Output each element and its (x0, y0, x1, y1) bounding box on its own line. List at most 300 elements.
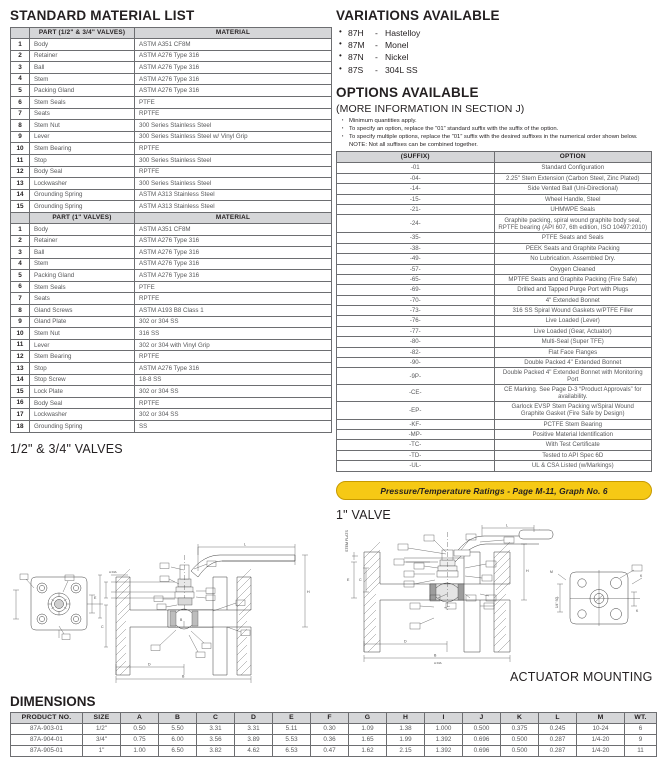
row-part-name: Stem Nut (30, 120, 135, 132)
table-row (11, 746, 657, 757)
option-description: Flat Face Flanges (494, 347, 652, 357)
option-description: Drilled and Tapped Purge Port with Plugs (494, 285, 652, 295)
material-rows-b (11, 223, 332, 432)
dim-cell: 0.47 (311, 746, 349, 757)
standard-material-list-table (10, 27, 332, 433)
option-suffix: -77- (337, 326, 495, 336)
row-material: ASTM A313 Stainless Steel (135, 189, 332, 201)
dim-product-no: 87A-903-01 (11, 724, 83, 735)
row-material: ASTM A276 Type 316 (135, 62, 332, 74)
row-index: 10 (11, 143, 30, 155)
option-description: Tested to API Spec 6D (494, 450, 652, 460)
row-material: PTFE (135, 96, 332, 108)
svg-text:D: D (148, 662, 151, 667)
dim-cell: 1.38 (387, 724, 425, 735)
option-row (337, 306, 652, 316)
row-part-name: Ball (30, 247, 135, 259)
dim-cell: 3.89 (235, 735, 273, 746)
option-description: Live Loaded (Lever) (494, 316, 652, 326)
row-index: 9 (11, 316, 30, 328)
row-part-name: Stem Bearing (30, 143, 135, 155)
table-row (11, 328, 332, 340)
option-suffix: -76- (337, 316, 495, 326)
svg-text:D: D (404, 639, 407, 644)
dim-cell: 1.62 (349, 746, 387, 757)
options-note: ▪ Minimum quantities apply. (342, 117, 652, 125)
variations-title: VARIATIONS AVAILABLE (336, 8, 500, 23)
svg-text:A DIA: A DIA (109, 570, 117, 574)
row-index: 10 (11, 328, 30, 340)
option-description: 4" Extended Bonnet (494, 295, 652, 305)
option-description: Oxygen Cleaned (494, 264, 652, 274)
svg-text:1/4" SQ.: 1/4" SQ. (555, 596, 559, 608)
row-part-name: Ball (30, 62, 135, 74)
row-part-name: Retainer (30, 235, 135, 247)
svg-text:K: K (640, 574, 643, 578)
dim-cell: 0.30 (311, 724, 349, 735)
variation-dash: - (375, 40, 378, 51)
svg-text:H: H (307, 590, 310, 594)
row-index: 16 (11, 397, 30, 409)
dim-cell: 0.500 (501, 735, 539, 746)
variation-item (339, 64, 652, 76)
table-row (11, 316, 332, 328)
dim-cell: 1/4-20 (577, 746, 625, 757)
option-suffix: -38- (337, 243, 495, 253)
table-row (11, 293, 332, 305)
table-row (11, 73, 332, 85)
dim-col-header: SIZE (83, 713, 121, 724)
option-description: Live Loaded (Gear, Actuator) (494, 326, 652, 336)
row-index: 7 (11, 293, 30, 305)
dim-cell: 10-24 (577, 724, 625, 735)
dim-cell: 9 (625, 735, 657, 746)
row-material: RPTFE (135, 108, 332, 120)
table-row (11, 50, 332, 62)
col-header-suffix: (SUFFIX) (337, 152, 495, 163)
row-material: 300 Series Stainless Steel w/ Vinyl Grip (135, 131, 332, 143)
svg-text:H: H (526, 569, 529, 573)
dim-cell: 0.500 (463, 724, 501, 735)
option-suffix: -14- (337, 184, 495, 194)
table-row (11, 166, 332, 178)
option-row (337, 274, 652, 284)
dim-product-no: 87A-904-01 (11, 735, 83, 746)
row-material: PTFE (135, 281, 332, 293)
row-index: 4 (11, 73, 30, 85)
option-suffix: -80- (337, 337, 495, 347)
dim-cell: 3.31 (235, 724, 273, 735)
table-row (11, 178, 332, 190)
option-suffix: -73- (337, 306, 495, 316)
option-line: Garlock EVSP Stem Packing w/Spiral Wound (511, 402, 634, 410)
variation-name: 304L SS (385, 64, 418, 75)
option-suffix: -24- (337, 215, 495, 233)
option-description: 2.25" Stem Extension (Carbon Steel, Zinc Plated) (494, 173, 652, 183)
variation-code: 87H (348, 28, 364, 38)
option-description: Multi-Seal (Super TFE) (494, 337, 652, 347)
variation-code: 87N (348, 52, 364, 63)
option-row (337, 264, 652, 274)
dim-cell: 6.00 (159, 735, 197, 746)
row-index: 4 (11, 258, 30, 270)
option-row (337, 243, 652, 253)
dim-product-no: 87A-905-01 (11, 746, 83, 757)
row-index: 15 (11, 201, 30, 213)
row-part-name: Grounding Spring (30, 421, 135, 433)
option-suffix: -15- (337, 194, 495, 204)
svg-text:E: E (94, 596, 97, 600)
stem-flats-annotation (345, 529, 358, 560)
dim-cell: 6.53 (273, 746, 311, 757)
dim-col-header: M (577, 713, 625, 724)
svg-text:M: M (550, 570, 553, 574)
table-row (11, 397, 332, 409)
dim-cell: 6.50 (159, 746, 197, 757)
row-index: 6 (11, 96, 30, 108)
drawing-title-half-threequarter: 1/2" & 3/4" VALVES (10, 441, 123, 456)
row-index: 1 (11, 223, 30, 235)
row-index: 17 (11, 409, 30, 421)
dim-col-header: WT. (625, 713, 657, 724)
variation-code: 87M (348, 40, 365, 51)
table-row (11, 189, 332, 201)
row-material: ASTM A276 Type 316 (135, 270, 332, 282)
option-description: CE Marking. See Page D-3 “Product Approvals” for availability. (494, 385, 652, 402)
row-index: 11 (11, 339, 30, 351)
table-row (11, 143, 332, 155)
option-row (337, 385, 652, 402)
row-index: 2 (11, 50, 30, 62)
variations-list (339, 27, 652, 76)
material-rows-a (11, 39, 332, 213)
row-material: 302 or 304 SS (135, 386, 332, 398)
options-notes-list (342, 117, 652, 150)
row-part-name: Gland Screws (30, 305, 135, 317)
option-description: Standard Configuration (494, 163, 652, 173)
dim-col-header: B (159, 713, 197, 724)
option-line: Graphite packing, spiral wound graphite body seal, (504, 216, 642, 224)
row-part-name: Body (30, 39, 135, 51)
dim-cell: 11 (625, 746, 657, 757)
dim-cell: 1" (83, 746, 121, 757)
row-part-name: Grounding Spring (30, 201, 135, 213)
option-row (337, 440, 652, 450)
option-suffix: -UL- (337, 461, 495, 471)
svg-text:A DIA: A DIA (434, 661, 442, 665)
row-part-name: Packing Gland (30, 85, 135, 97)
table-row (11, 39, 332, 51)
option-description: With Test Certificate (494, 440, 652, 450)
row-part-name: Stop (30, 154, 135, 166)
row-material: 300 Series Stainless Steel (135, 178, 332, 190)
dim-cell: 1/2" (83, 724, 121, 735)
row-material: RPTFE (135, 397, 332, 409)
option-row (337, 316, 652, 326)
row-part-name: Body Seal (30, 166, 135, 178)
row-index: 7 (11, 108, 30, 120)
table-row (11, 735, 657, 746)
table-row (11, 85, 332, 97)
table-row (11, 724, 657, 735)
table-row (11, 270, 332, 282)
row-material: SS (135, 421, 332, 433)
col-header-material: MATERIAL (135, 28, 332, 39)
row-part-name: Lock Plate (30, 386, 135, 398)
option-row (337, 326, 652, 336)
dim-cell: 3/4" (83, 735, 121, 746)
dim-cell: 0.500 (501, 746, 539, 757)
row-material: ASTM A313 Stainless Steel (135, 201, 332, 213)
dim-cell: 1/4-20 (577, 735, 625, 746)
option-row (337, 419, 652, 429)
option-row (337, 401, 652, 419)
table-row (11, 154, 332, 166)
dim-cell: 4.62 (235, 746, 273, 757)
option-suffix: -04- (337, 173, 495, 183)
dim-cell: 0.375 (501, 724, 539, 735)
option-row (337, 450, 652, 460)
option-suffix: -KF- (337, 419, 495, 429)
col-header-option: OPTION (494, 152, 652, 163)
row-material: ASTM A276 Type 316 (135, 50, 332, 62)
row-index: 2 (11, 235, 30, 247)
row-index: 13 (11, 363, 30, 375)
table-subheader-row (11, 212, 332, 223)
dim-col-header: PRODUCT NO. (11, 713, 83, 724)
options-note: ▪ To specify an option, replace the “01” standard suffix with the suffix of the option. (342, 125, 652, 133)
variation-name: Hastelloy (385, 28, 421, 38)
dim-cell: 5.11 (273, 724, 311, 735)
row-material: ASTM A276 Type 316 (135, 247, 332, 259)
option-row (337, 173, 652, 183)
row-part-name: Stop Screw (30, 374, 135, 386)
row-material: RPTFE (135, 351, 332, 363)
dim-col-header: J (463, 713, 501, 724)
row-part-name: Stem Seals (30, 281, 135, 293)
option-description: No Lubrication. Assembled Dry. (494, 254, 652, 264)
variation-name: Monel (385, 40, 409, 51)
row-material: ASTM A276 Type 316 (135, 85, 332, 97)
row-part-name: Stem (30, 258, 135, 270)
option-row (337, 295, 652, 305)
row-index: 18 (11, 421, 30, 433)
svg-text:C: C (101, 625, 104, 629)
dim-cell: 1.65 (349, 735, 387, 746)
valve-section-view (94, 543, 310, 684)
option-suffix: -CE- (337, 385, 495, 402)
row-index: 15 (11, 386, 30, 398)
row-part-name: Body Seal (30, 397, 135, 409)
dim-col-header: E (273, 713, 311, 724)
dim-cell: 1.392 (425, 746, 463, 757)
svg-text:C: C (359, 578, 362, 582)
option-suffix: -TC- (337, 440, 495, 450)
dim-cell: 0.75 (121, 735, 159, 746)
row-material: 300 Series Stainless Steel (135, 154, 332, 166)
valve-section-view-one-inch (347, 524, 553, 666)
row-part-name: Lever (30, 339, 135, 351)
dim-cell: 3.31 (197, 724, 235, 735)
row-index: 5 (11, 85, 30, 97)
dim-cell: 3.82 (197, 746, 235, 757)
dim-cell: 0.696 (463, 735, 501, 746)
option-row (337, 184, 652, 194)
table-row (11, 363, 332, 375)
table-row (11, 281, 332, 293)
dim-cell: 0.36 (311, 735, 349, 746)
option-description: Double Packed 4" Extended Bonnet (494, 358, 652, 368)
option-description: PTFE Seats and Seals (494, 233, 652, 243)
option-description: UL & CSA Listed (w/Markings) (494, 461, 652, 471)
option-suffix: -01 (337, 163, 495, 173)
svg-text:B: B (180, 618, 183, 622)
table-row (11, 201, 332, 213)
dim-cell: 1.00 (121, 746, 159, 757)
row-part-name: Lockwasher (30, 178, 135, 190)
table-row (11, 131, 332, 143)
sub-col-index (11, 212, 30, 223)
variation-item (339, 39, 652, 51)
row-part-name: Seats (30, 293, 135, 305)
table-row (11, 386, 332, 398)
sub-col-material: MATERIAL (135, 212, 332, 223)
option-suffix: -82- (337, 347, 495, 357)
dim-col-header: C (197, 713, 235, 724)
table-row (11, 258, 332, 270)
option-description: Side Vented Ball (Uni-Directional) (494, 184, 652, 194)
dim-cell: 1.000 (425, 724, 463, 735)
option-row (337, 204, 652, 214)
option-row (337, 358, 652, 368)
drawing-title-one-inch: 1" VALVE (336, 507, 391, 522)
row-part-name: Stem Seals (30, 96, 135, 108)
table-row (11, 421, 332, 433)
dim-cell: 3.56 (197, 735, 235, 746)
table-row (11, 108, 332, 120)
dim-cell: 0.287 (539, 735, 577, 746)
option-description: MPTFE Seats and Graphite Packing (Fire Safe) (494, 274, 652, 284)
row-index: 11 (11, 154, 30, 166)
option-description: Wheel Handle, Steel (494, 194, 652, 204)
dim-cell: 0.50 (121, 724, 159, 735)
svg-text:L: L (244, 542, 246, 547)
row-part-name: Grounding Spring (30, 189, 135, 201)
variation-dash: - (375, 28, 378, 38)
option-suffix: -69- (337, 285, 495, 295)
options-note: ▪ To specify multiple options, replace the “01” suffix with the desired suffixes in the numerical order shown below. NOTE: Not all suffixes can be combined together. (342, 133, 652, 149)
table-row (11, 62, 332, 74)
dim-cell: 1.99 (387, 735, 425, 746)
dim-col-header: A (121, 713, 159, 724)
dimensions-title: DIMENSIONS (10, 694, 96, 709)
row-index: 3 (11, 62, 30, 74)
svg-text:STEM FLATS: STEM FLATS (345, 530, 349, 552)
row-part-name: Lockwasher (30, 409, 135, 421)
option-line: RPTFE bearing (API 607, 6th edition, ISO 10497:2010) (498, 223, 648, 231)
dim-cell: 5.53 (273, 735, 311, 746)
row-part-name: Stem Nut (30, 328, 135, 340)
dimensions-table (10, 712, 657, 757)
row-index: 6 (11, 281, 30, 293)
col-header-index (11, 28, 30, 39)
option-row (337, 285, 652, 295)
row-part-name: Stop (30, 363, 135, 375)
option-suffix: -EP- (337, 401, 495, 419)
option-suffix: -57- (337, 264, 495, 274)
row-part-name: Retainer (30, 50, 135, 62)
variation-name: Nickel (385, 52, 409, 63)
table-row (11, 409, 332, 421)
table-row (11, 96, 332, 108)
row-index: 1 (11, 39, 30, 51)
option-description: PEEK Seats and Graphite Packing (494, 243, 652, 253)
option-row (337, 163, 652, 173)
dimensions-header-row (11, 713, 657, 724)
row-material: 302 or 304 SS (135, 409, 332, 421)
option-description: Double Packed 4" Extended Bonnet with Monitoring Port (494, 368, 652, 385)
option-suffix: -90- (337, 358, 495, 368)
option-description (494, 215, 652, 233)
dim-cell: 1.392 (425, 735, 463, 746)
row-material: 300 Series Stainless Steel (135, 120, 332, 132)
row-material: 302 or 304 with Vinyl Grip (135, 339, 332, 351)
dim-cell: 0.696 (463, 746, 501, 757)
row-material: ASTM A193 B8 Class 1 (135, 305, 332, 317)
row-material: 302 or 304 SS (135, 316, 332, 328)
row-index: 12 (11, 166, 30, 178)
row-material: RPTFE (135, 166, 332, 178)
variation-item (339, 27, 652, 39)
row-part-name: Body (30, 223, 135, 235)
table-row (11, 339, 332, 351)
svg-text:K: K (636, 609, 639, 613)
option-suffix: -65- (337, 274, 495, 284)
row-index: 5 (11, 270, 30, 282)
dim-cell: 6 (625, 724, 657, 735)
option-suffix: -35- (337, 233, 495, 243)
row-index: 8 (11, 120, 30, 132)
option-description: UHMWPE Seals (494, 204, 652, 214)
table-row (11, 223, 332, 235)
row-index: 9 (11, 131, 30, 143)
actuator-mounting-view (550, 565, 643, 626)
svg-text:B: B (434, 653, 437, 658)
variation-item (339, 51, 652, 63)
option-suffix: -70- (337, 295, 495, 305)
options-title: OPTIONS AVAILABLE (336, 84, 479, 100)
row-part-name: Packing Gland (30, 270, 135, 282)
col-header-part-half-threequarter: PART (1/2" & 3/4" VALVES) (30, 28, 135, 39)
dim-cell: 1.09 (349, 724, 387, 735)
dimensions-rows (11, 724, 657, 757)
row-index: 13 (11, 178, 30, 190)
table-row (11, 305, 332, 317)
option-row (337, 347, 652, 357)
dim-col-header: F (311, 713, 349, 724)
row-material: RPTFE (135, 293, 332, 305)
table-header-row (11, 28, 332, 39)
options-header-row (337, 152, 652, 163)
pressure-temperature-banner[interactable]: Pressure/Temperature Ratings - Page M-11, Graph No. 6 (336, 481, 652, 500)
variation-dash: - (375, 52, 378, 63)
row-material: RPTFE (135, 143, 332, 155)
options-subtitle: (MORE INFORMATION IN SECTION J) (336, 102, 525, 115)
dim-col-header: G (349, 713, 387, 724)
dim-cell: 2.15 (387, 746, 425, 757)
table-row (11, 247, 332, 259)
option-row (337, 368, 652, 385)
